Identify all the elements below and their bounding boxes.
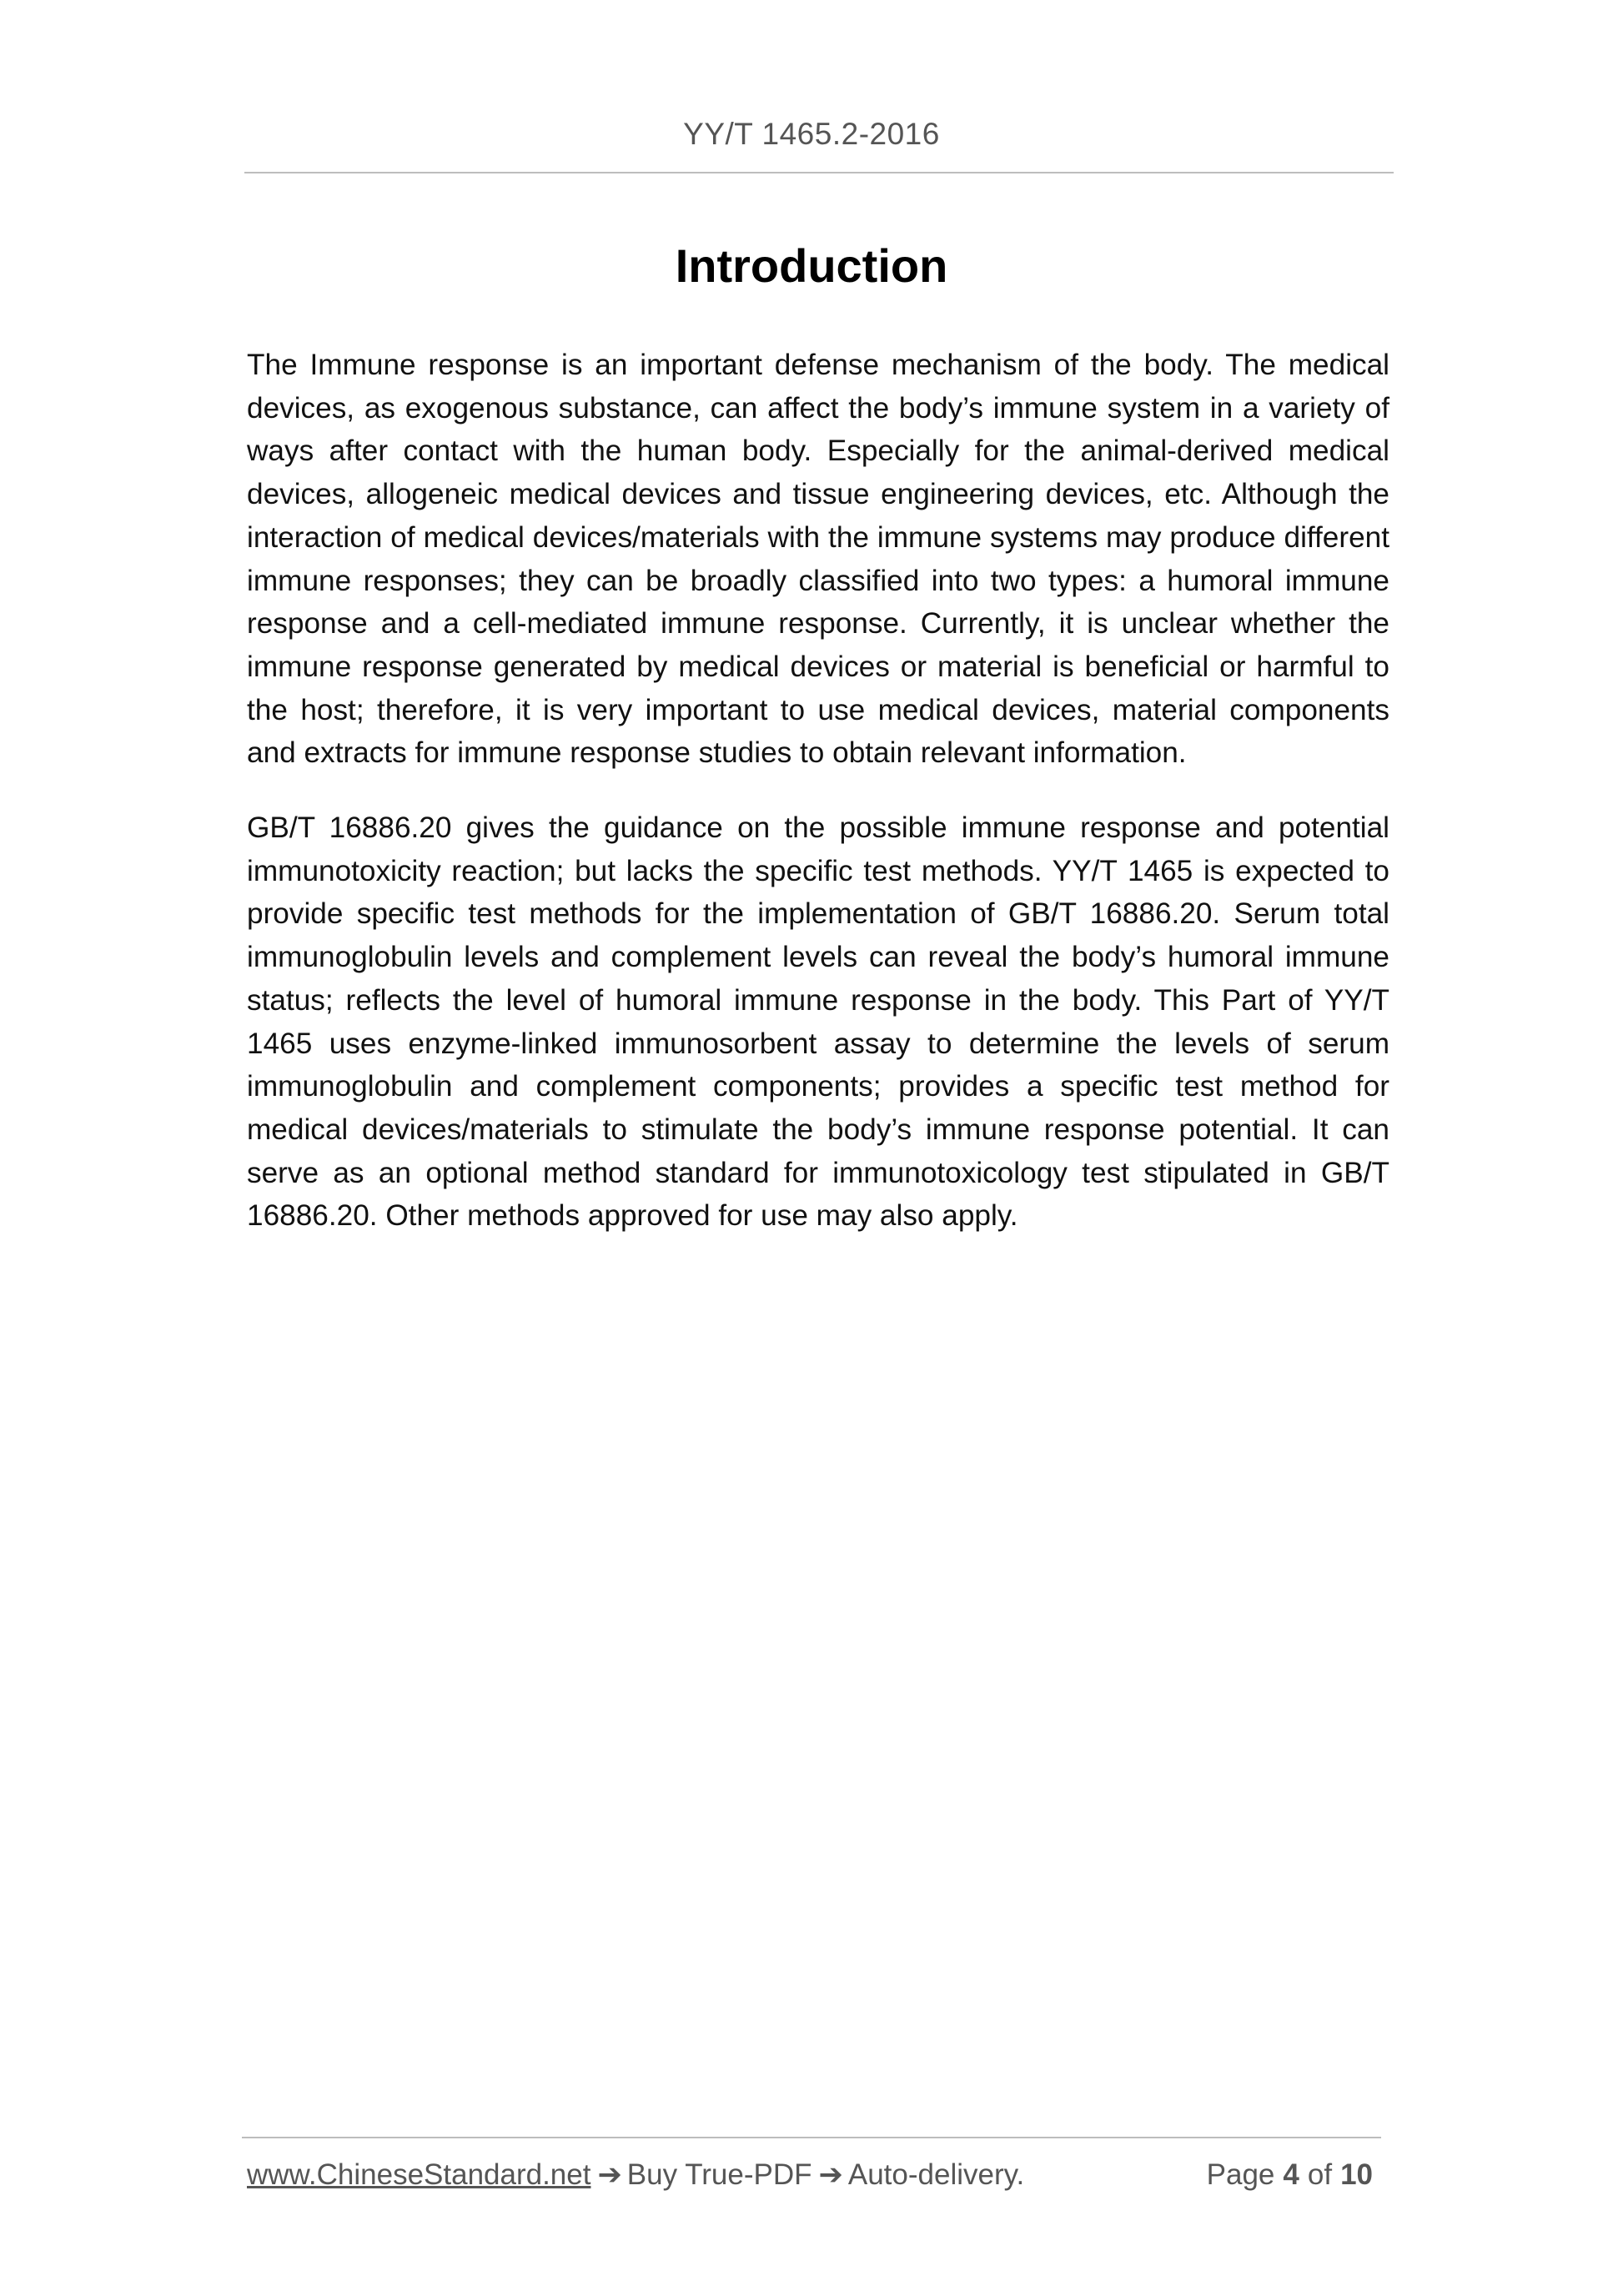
page-label: Page bbox=[1206, 2158, 1275, 2191]
of-label: of bbox=[1307, 2158, 1333, 2191]
footer-purchase-info bbox=[247, 2158, 1024, 2192]
footer-divider bbox=[242, 2137, 1381, 2138]
page-indicator bbox=[1207, 2158, 1373, 2192]
header-standard-code: YY/T 1465.2-2016 bbox=[683, 117, 940, 151]
buy-true-pdf-text: Buy True-PDF bbox=[626, 2158, 812, 2191]
website-link[interactable]: www.ChineseStandard.net bbox=[247, 2158, 591, 2191]
current-page-number: 4 bbox=[1283, 2158, 1299, 2191]
right-arrow-icon: ➔ bbox=[818, 2158, 843, 2191]
page-title: Introduction bbox=[675, 239, 948, 292]
paragraph-1: The Immune response is an important defense mechanism of the body. The medical devices, as exogenous substance, can affect the body’s immune system in a variety of ways after contact with the human body. Especially for the animal-derived medical devices, allogeneic medical devices and tissue engineering devices, etc. Although the interaction of medical devices/materials with the immune systems may produce different immune responses; they can be broadly classified into two types: a humoral immune response and a cell-mediated immune response. Currently, it is unclear whether the immune response generated by medical devices or material is beneficial or harmful to the host; therefore, it is very important to use medical devices, material components and extracts for immune response studies to obtain relevant information. bbox=[247, 349, 1389, 770]
paragraph-2: GB/T 16886.20 gives the guidance on the possible immune response and potential immunotoxicity reaction; but lacks the specific test methods. YY/T 1465 is expected to provide specific test methods for the implementation of GB/T 16886.20. Serum total immunoglobulin levels and complement levels can reveal the body’s humoral immune status; reflects the level of humoral immune response in the body. This Part of YY/T 1465 uses enzyme-linked immunosorbent assay to determine the levels of serum immunoglobulin and complement components; provides a specific test method for medical devices/materials to stimulate the body’s immune response potential. It can serve as an optional method standard for immunotoxicology test stipulated in GB/T 16886.20. Other methods approved for use may also apply. bbox=[247, 811, 1389, 1233]
introduction-body bbox=[247, 344, 1389, 1269]
header-divider bbox=[244, 172, 1394, 173]
total-pages-number: 10 bbox=[1340, 2158, 1373, 2191]
right-arrow-icon: ➔ bbox=[597, 2158, 622, 2191]
auto-delivery-text: Auto-delivery. bbox=[847, 2158, 1025, 2191]
